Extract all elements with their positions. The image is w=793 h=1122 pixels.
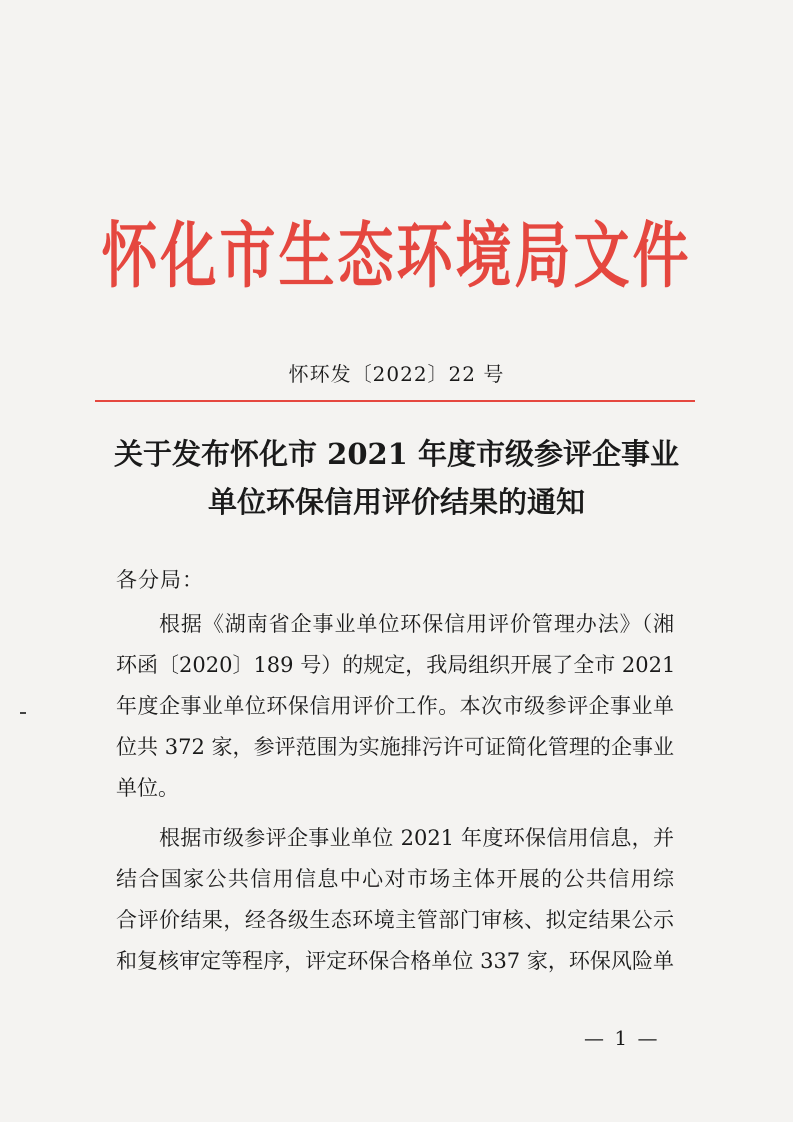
paragraph-line: 根据市级参评企事业单位 2021 年度环保信用信息，并 <box>159 826 674 850</box>
paragraph-line: 年度企事业单位环保信用评价工作。本次市级参评企事业单 <box>116 694 674 718</box>
paragraph-line: 根据《湖南省企事业单位环保信用评价管理办法》（湘 <box>159 612 674 636</box>
red-divider-line <box>95 400 695 402</box>
title-line: 单位环保信用评价结果的通知 <box>207 485 585 519</box>
paragraph-line: 结合国家公共信用信息中心对市场主体开展的公共信用综 <box>116 867 674 891</box>
page-number: — 1 — <box>584 1026 660 1050</box>
paragraph-line: 单位。 <box>116 776 179 800</box>
salutation: 各分局： <box>116 568 204 592</box>
paragraph-line: 和复核审定等程序，评定环保合格单位 337 家，环保风险单 <box>116 949 674 973</box>
document-title <box>80 430 713 526</box>
body-paragraph-1 <box>116 604 674 809</box>
document-number: 怀环发〔2022〕22 号 <box>288 362 505 386</box>
paragraph-line: 位共 372 家，参评范围为实施排污许可证简化管理的企事业 <box>116 735 674 759</box>
title-line: 关于发布怀化市 2021 年度市级参评企事业 <box>114 437 679 471</box>
body-paragraph-2 <box>116 818 674 982</box>
issuer-header: 怀化市生态环境局文件 <box>101 215 692 299</box>
paragraph-line: 合评价结果，经各级生态环境主管部门审核、拟定结果公示 <box>116 908 674 932</box>
scan-artifact-mark <box>20 712 26 714</box>
paragraph-line: 环函〔2020〕189 号）的规定，我局组织开展了全市 2021 <box>116 653 676 677</box>
